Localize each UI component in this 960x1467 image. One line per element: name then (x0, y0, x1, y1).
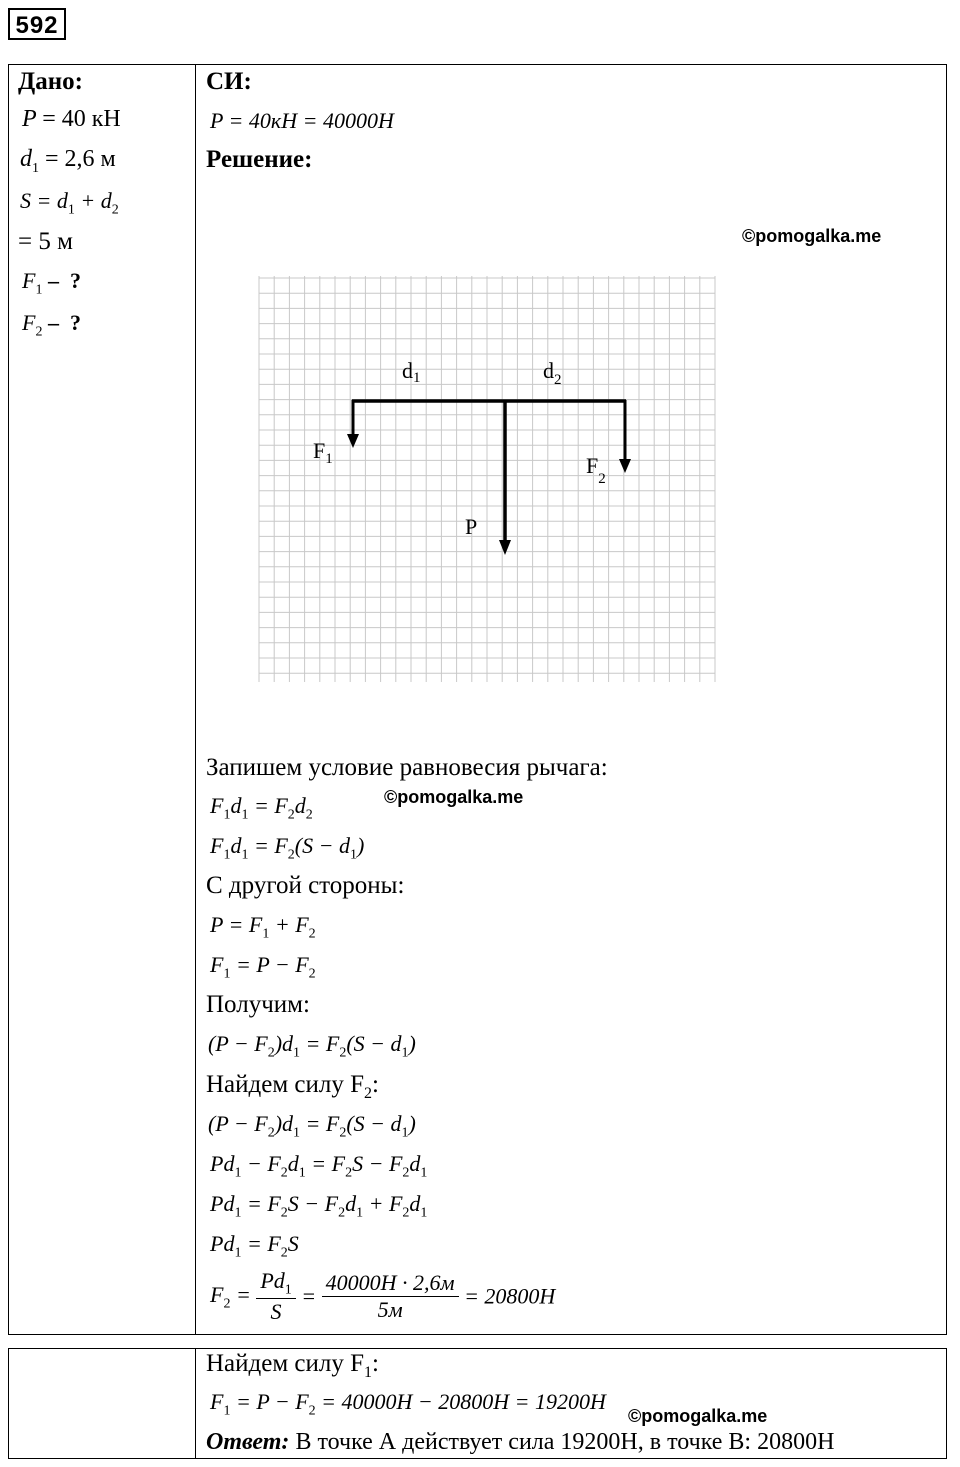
answer-text: В точке А действует сила 19200Н, в точке В: 20800Н (295, 1429, 835, 1455)
solution-eq-9: $Pd_1 = F_2S$ (210, 1231, 299, 1261)
label-f1: $F_1$ (313, 438, 333, 467)
given-title: Дано: (18, 68, 83, 95)
force-arrow-f1 (347, 400, 359, 448)
solution-eq-5: $(P - F_2)d_1 = F_2(S - d_1)$ (208, 1031, 416, 1061)
problem-number: 592 (8, 8, 66, 40)
label-d2: $d_2$ (543, 358, 562, 388)
solution-text-equilibrium: Запишем условие равновесия рычага: (206, 754, 608, 781)
watermark-2: ©pomogalka.me (384, 787, 524, 807)
diagram-grid (259, 276, 715, 682)
watermark: ©pomogalka.me (742, 226, 882, 246)
given-line-p: P = 40 кН (22, 106, 121, 132)
given-line-f1: $F_1$ – ? (22, 268, 81, 298)
solution-text-obtain: Получим: (206, 991, 310, 1018)
main-table (8, 64, 947, 1335)
solution-eq-4: $F_1 = P - F_2$ (210, 952, 316, 982)
solution-eq-10: $F_2$ = $\frac{Pd_1}{S}$ = $\frac{40000Н \cdot 2,6м}{5м}$ = 20800Н (210, 1268, 556, 1325)
solution-text-find-f2: Найдем силу $F_2$: (206, 1071, 379, 1102)
given-line-d1: $d_1 = 2,6$ м (20, 146, 116, 176)
answer-line (206, 1429, 834, 1456)
solution-eq-8: $Pd_1 = F_2S - F_2d_1 + F_2d_1$ (210, 1191, 428, 1221)
given-line-s-value: = 5 м (18, 228, 73, 255)
part2-eq-1: $F_1 = P - F_2 = 40000Н - 20800Н = 19200Н$ (210, 1389, 606, 1419)
given-line-s: $S = d_1 + d_2$ (20, 188, 119, 218)
answer-label: Ответ: (206, 1429, 290, 1455)
solution-eq-2: $F_1d_1 = F_2(S - d_1)$ (210, 833, 365, 863)
solution-eq-7: $Pd_1 - F_2d_1 = F_2S - F_2d_1$ (210, 1151, 428, 1181)
given-line-f2: $F_2$ – ? (22, 310, 81, 340)
solution-eq-6: $(P - F_2)d_1 = F_2(S - d_1)$ (208, 1111, 416, 1141)
label-d1: d1 (402, 358, 421, 386)
part2-text-find-f1: Найдем силу $F_1$: (206, 1350, 379, 1381)
force-arrow-p (499, 400, 511, 555)
solution-eq-3: $P = F_1 + F_2$ (210, 912, 316, 942)
lever-diagram (255, 272, 725, 692)
label-f2: $F_2$ (586, 453, 606, 487)
solution-eq-1: $F_1d_1 = F_2d_2$ (210, 793, 313, 823)
solution-text-other-side: С другой стороны: (206, 872, 405, 899)
watermark-3: ©pomogalka.me (628, 1406, 768, 1426)
answer-table-divider (195, 1348, 196, 1459)
solution-title: Решение: (206, 146, 313, 173)
si-conversion: P = 40кН = 40000Н (210, 108, 394, 133)
main-table-divider (195, 64, 196, 1335)
label-p: P (465, 514, 478, 539)
si-title: СИ: (206, 68, 252, 95)
force-arrow-f2 (619, 400, 631, 473)
